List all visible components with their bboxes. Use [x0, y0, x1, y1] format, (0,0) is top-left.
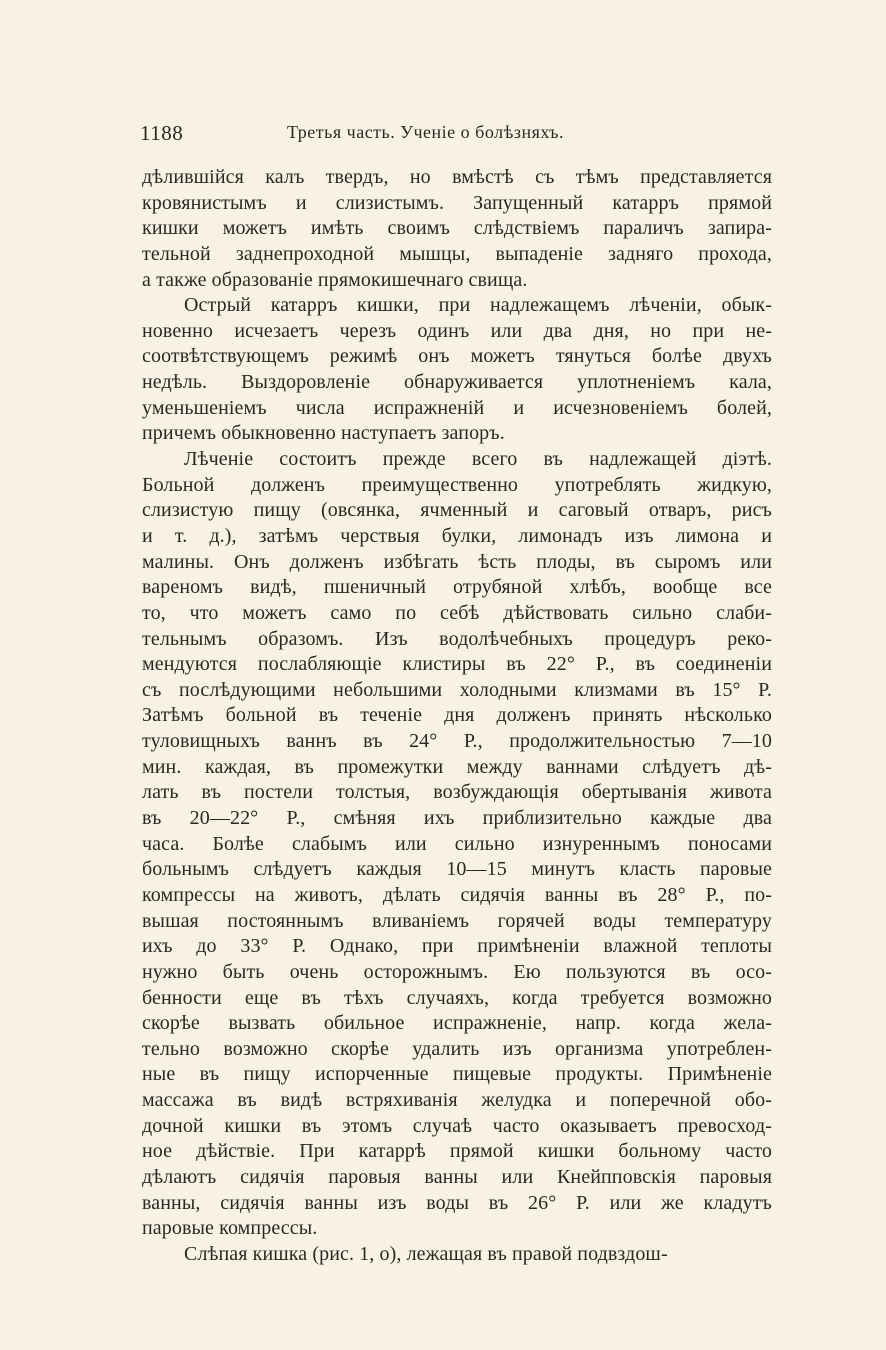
text-line: тельно возможно скорѣе удалить изъ организма употреблен-: [142, 1037, 772, 1060]
text-line: паровые компрессы.: [142, 1217, 318, 1240]
text-line: въ 20—22° Р., смѣняя ихъ приблизительно каждые два: [142, 807, 772, 830]
text-line: соотвѣтствующемъ режимѣ онъ можетъ тянуться болѣе двухъ: [142, 345, 772, 368]
text-line: причемъ обыкновенно наступаетъ запоръ.: [142, 422, 505, 445]
text-line: новенно исчезаетъ черезъ одинъ или два дня, но при не-: [142, 319, 772, 342]
text-line: компрессы на животъ, дѣлать сидячія ванны въ 28° Р., по-: [142, 883, 772, 906]
text-line: Больной долженъ преимущественно употреблять жидкую,: [142, 473, 772, 496]
text-line: тельной заднепроходной мышцы, выпаденіе задняго прохода,: [142, 242, 772, 265]
text-line: скорѣе вызвать обильное испражненіе, напр. когда жела-: [142, 1012, 772, 1035]
text-line: Острый катарръ кишки, при надлежащемъ лѣченіи, обык-: [184, 294, 772, 317]
text-line: слизистую пищу (овсянка, ячменный и саговый отваръ, рисъ: [142, 499, 772, 522]
running-title: Третья часть. Ученіе о болѣзняхъ.: [287, 122, 564, 142]
paragraph: [142, 293, 772, 447]
text-line: больнымъ слѣдуетъ каждыя 10—15 минутъ класть паровые: [142, 858, 772, 881]
text-line: ное дѣйствіе. При катаррѣ прямой кишки больному часто: [142, 1140, 772, 1163]
text-line: туловищныхъ ваннъ въ 24° Р., продолжительностью 7—10: [142, 730, 772, 753]
text-line: ные въ пищу испорченные пищевые продукты. Примѣненіе: [142, 1063, 772, 1086]
text-line: кровянистымъ и слизистымъ. Запущенный катарръ прямой: [142, 191, 772, 214]
text-line: а также образованіе прямокишечнаго свища.: [142, 268, 528, 291]
text-line: Лѣченіе состоитъ прежде всего въ надлежащей діэтѣ.: [184, 448, 772, 471]
text-line: дочной кишки въ этомъ случаѣ часто оказываетъ превосход-: [142, 1114, 772, 1137]
text-line: массажа въ видѣ встряхиванія желудка и поперечной обо-: [142, 1089, 772, 1112]
text-line: то, что можетъ само по себѣ дѣйствовать сильно слаби-: [142, 601, 772, 624]
text-line: мин. каждая, въ промежутки между ваннами слѣдуетъ дѣ-: [142, 755, 772, 778]
text-line: дѣлившійся калъ твердъ, но вмѣстѣ съ тѣмъ представляется: [142, 166, 772, 188]
text-line: Затѣмъ больной въ теченіе дня долженъ принять нѣсколько: [142, 704, 772, 727]
paragraph: [142, 447, 772, 1242]
text-line: Слѣпая кишка (рис. 1, о), лежащая въ правой подвздош-: [184, 1242, 668, 1265]
text-line: тельнымъ образомъ. Изъ водолѣчебныхъ процедуръ реко-: [142, 627, 772, 650]
text-line: бенности еще въ тѣхъ случаяхъ, когда требуется возможно: [142, 986, 772, 1009]
paragraph: [142, 1242, 772, 1268]
text-line: мендуются послабляющіе клистиры въ 22° Р., въ соединеніи: [142, 653, 772, 676]
text-line: вышая постояннымъ вливаніемъ горячей воды температуру: [142, 909, 772, 932]
text-line: дѣлаютъ сидячія паровыя ванны или Кнейпповскія паровыя: [142, 1165, 772, 1188]
text-line: малины. Онъ долженъ избѣгать ѣсть плоды, въ сыромъ или: [142, 550, 772, 573]
text-line: ихъ до 33° Р. Однако, при примѣненіи влажной теплоты: [142, 935, 772, 958]
page-header: [140, 121, 780, 151]
text-line: кишки можетъ имѣть своимъ слѣдствіемъ параличъ запира-: [142, 217, 772, 240]
text-line: уменьшеніемъ числа испражненій и исчезновеніемъ болей,: [142, 396, 772, 419]
text-line: съ послѣдующими небольшими холодными клизмами въ 15° Р.: [142, 678, 772, 701]
page-number: 1188: [140, 121, 184, 145]
text-line: недѣль. Выздоровленіе обнаруживается уплотненіемъ кала,: [142, 371, 772, 394]
text-line: вареномъ видѣ, пшеничный отрубяной хлѣбъ, вообще все: [142, 576, 772, 599]
text-line: часа. Болѣе слабымъ или сильно изнуреннымъ поносами: [142, 832, 772, 855]
text-line: лать въ постели толстыя, возбуждающія обертыванія живота: [142, 781, 772, 804]
text-line: нужно быть очень осторожнымъ. Ею пользуются въ осо-: [142, 960, 772, 983]
text-line: и т. д.), затѣмъ черствыя булки, лимонадъ изъ лимона и: [142, 524, 772, 547]
text-line: ванны, сидячія ванны изъ воды въ 26° Р. или же кладутъ: [142, 1191, 772, 1214]
paragraph: [142, 165, 772, 293]
body-text: [142, 165, 772, 1268]
